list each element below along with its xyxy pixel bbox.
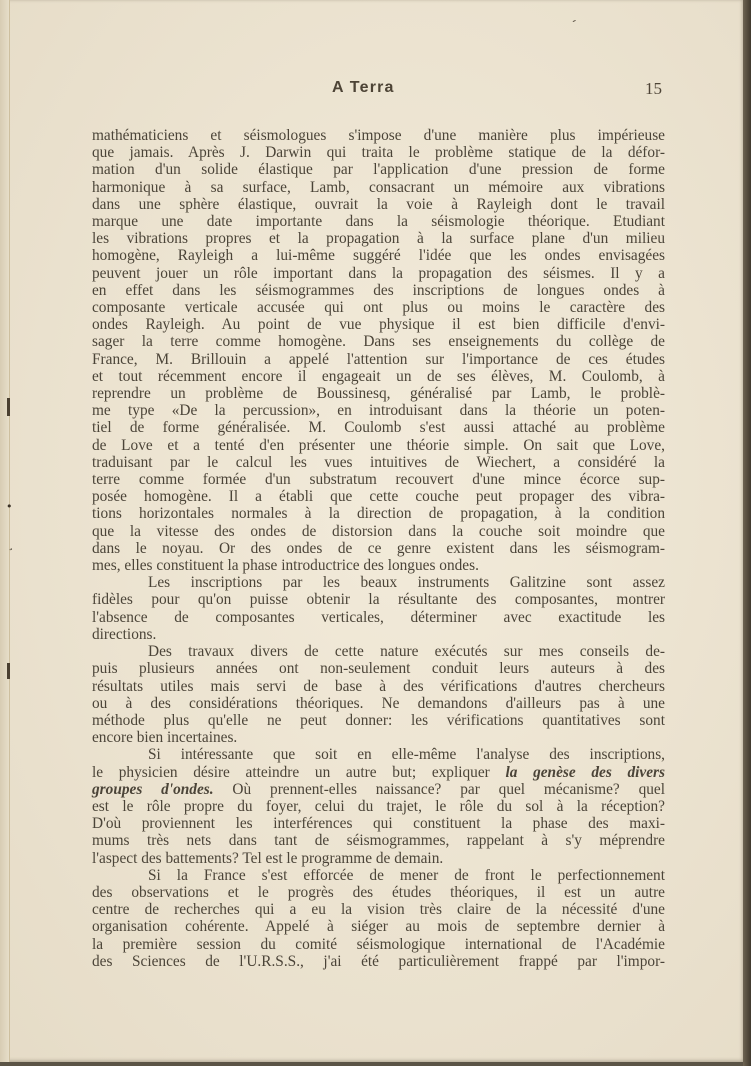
text-line: tiel de forme généralisée. M. Coulomb s'est aussi attaché au problème <box>92 419 665 437</box>
text-line: la première session du comité séismologique international de l'Académie <box>92 935 665 953</box>
text-line: dans une sphère élastique, ouvrait la voie à Rayleigh dont le travail <box>92 195 665 213</box>
text-line: dans le noyau. Or des ondes de ce genre existent dans les séismogram- <box>92 539 665 557</box>
text-line: des Sciences de l'U.R.S.S., j'ai été particulièrement frappé par l'impor- <box>92 952 665 970</box>
text-line <box>92 781 665 798</box>
text-segment: Où prennent-elles naissance? par quel mécanisme? quel <box>232 780 665 798</box>
text-line: organisation cohérente. Appelé à siéger au mois de septembre dernier à <box>92 918 665 936</box>
page-header-title: A Terra <box>332 79 395 96</box>
text-line: composante verticale accusée qui ont plus ou moins le caractère des <box>92 299 665 317</box>
italic-phrase: groupes d'ondes. <box>92 780 214 798</box>
text-line: des observations et le progrès des études théoriques, il est un autre <box>92 883 665 901</box>
text-line: les vibrations propres et la propagation à la surface plane d'un milieu <box>92 230 665 248</box>
paragraph-first-line: Si la France s'est efforcée de mener de front le perfectionnement <box>148 866 665 884</box>
text-line: méthode plus qu'elle ne peut donner: les vérifications quantitatives sont <box>92 711 665 729</box>
text-line: résultats utiles mais servi de base à des vérifications d'autres chercheurs <box>92 677 665 695</box>
margin-smudge: ¸ <box>8 538 14 551</box>
text-line: terre comme formée d'un substratum recouvert d'une mince écorce sup- <box>92 471 665 489</box>
text-line: tions horizontales normales à la direction de propagation, à la condition <box>92 505 665 523</box>
text-line <box>92 764 665 781</box>
margin-mark <box>7 398 10 416</box>
paragraph-first-line: Si intéressante que soit en elle-même l'analyse des inscriptions, <box>148 746 665 764</box>
page-gutter <box>0 0 10 1062</box>
body-text <box>92 127 665 970</box>
text-line: reprendre un problème de Boussinesq, généralisé par Lamb, le problè- <box>92 385 665 403</box>
text-line: puis plusieurs années ont non-seulement conduit leurs auteurs à des <box>92 660 665 678</box>
text-line: harmonique à sa surface, Lamb, consacrant un mémoire aux vibrations <box>92 178 665 196</box>
text-line: D'où proviennent les interférences qui constituent la phase des maxi- <box>92 815 665 833</box>
text-line: l'aspect des battements? Tel est le programme de demain. <box>92 849 444 867</box>
text-line: mation d'un solide élastique par l'application d'une pression de forme <box>92 161 665 179</box>
ink-speck: - <box>569 13 579 28</box>
text-line: mes, elles constituent la phase introductrice des longues ondes. <box>92 557 479 575</box>
page-number: 15 <box>645 79 662 98</box>
text-line: directions. <box>92 625 157 643</box>
text-line: peuvent jouer un rôle important dans la propagation des séismes. Il y a <box>92 264 665 282</box>
text-line: sager la terre comme homogène. Dans ses enseignements du collège de <box>92 333 665 351</box>
text-line: France, M. Brillouin a appelé l'attention sur l'importance de ces études <box>92 350 665 368</box>
text-line: ou à des considérations théoriques. Ne demandons d'ailleurs pas à une <box>92 694 665 712</box>
text-line: mums très nets dans tant de séismogrammes, rappelant à s'y méprendre <box>92 832 665 850</box>
text-line: en effet dans les séismogrammes des inscriptions de longues ondes à <box>92 281 665 299</box>
text-line: que la vitesse des ondes de distorsion dans la couche soit moindre que <box>92 522 665 540</box>
text-line: fidèles pour qu'on puisse obtenir la résultante des composantes, montrer <box>92 591 665 609</box>
text-line: traduisant par le calcul les vues intuitives de Wiechert, a considéré la <box>92 453 665 471</box>
text-line: et tout récemment encore il engageait un de ses élèves, M. Coulomb, à <box>92 367 665 385</box>
text-line: posée homogène. Il a établi que cette couche peut propager des vibra- <box>92 488 665 506</box>
text-line: mathématiciens et séismologues s'impose d'une manière plus impérieuse <box>92 127 665 144</box>
text-line: ondes Rayleigh. Au point de vue physique il est bien difficile d'envi- <box>92 316 665 334</box>
margin-smudge: • <box>6 500 13 513</box>
text-line: centre de recherches qui a eu la vision très claire de la nécessité d'une <box>92 901 665 919</box>
scan-border <box>743 0 751 1066</box>
paragraph-first-line: Les inscriptions par les beaux instruments Galitzine sont assez <box>148 574 665 592</box>
running-head <box>0 76 744 100</box>
text-line: que jamais. Après J. Darwin qui traita le problème statique de la défor- <box>92 144 665 162</box>
text-segment: le physicien désire atteindre un autre but; expliquer <box>92 763 490 781</box>
text-line: me type «De la percussion», en introduisant dans la théorie un poten- <box>92 402 665 420</box>
text-line: encore bien incertaines. <box>92 729 238 747</box>
text-line: homogène, Rayleigh a lui-même suggéré l'idée que les ondes envisagées <box>92 247 665 265</box>
paragraph-first-line: Des travaux divers de cette nature exécutés sur mes conseils de- <box>148 643 665 661</box>
text-line: l'absence de composantes verticales, déterminer avec exactitude les <box>92 608 665 626</box>
text-line: marque une date importante dans la séismologie théorique. Etudiant <box>92 213 665 231</box>
italic-phrase: la genèse des divers <box>505 763 665 781</box>
margin-mark <box>7 663 10 679</box>
text-line: de Love et a tenté d'en présenter une théorie simple. On sait que Love, <box>92 436 665 454</box>
text-line: est le rôle propre du foyer, celui du trajet, le rôle du sol à la réception? <box>92 797 665 815</box>
